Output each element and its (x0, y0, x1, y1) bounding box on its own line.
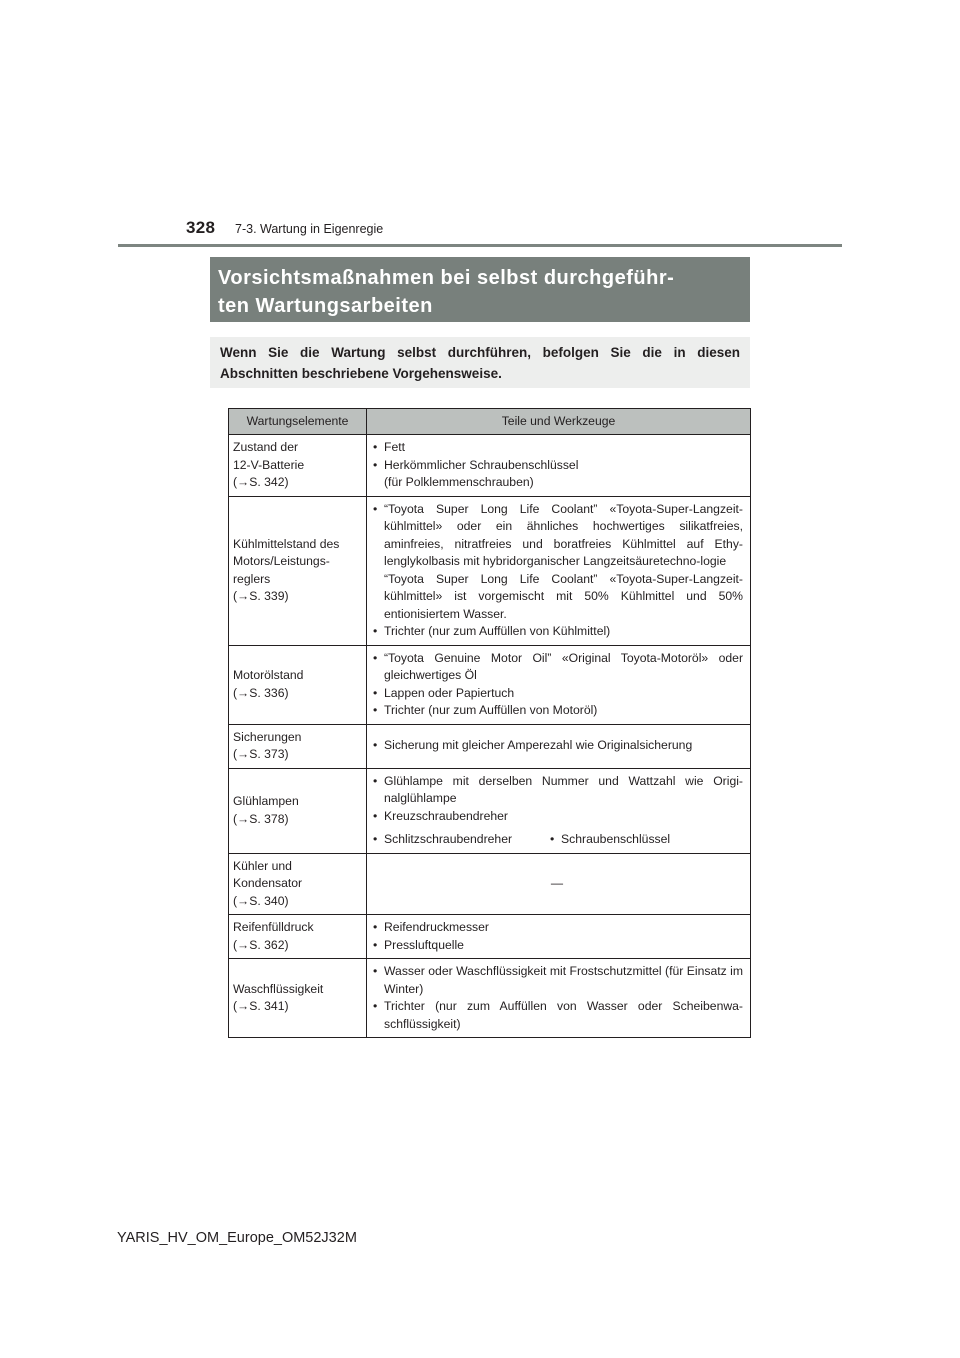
item-line: 12-V-Batterie (233, 457, 305, 472)
tool-item: • Herkömmlicher Schraubenschlüssel (für Polklemmenschrauben) (371, 457, 743, 492)
item-line: reglers (233, 571, 271, 586)
item-line: Kühlmittelstand des (233, 536, 340, 551)
tool-item: • Reifendruckmesser (371, 919, 743, 937)
page-reference: (→S. 342) (233, 475, 289, 489)
item-cell (229, 645, 367, 724)
tool-item: • Schraubenschlüssel (548, 831, 670, 849)
table-row (229, 496, 751, 645)
page-reference: (→S. 339) (233, 589, 289, 603)
table-row (229, 915, 751, 959)
tool-note: “Toyota Super Long Life Coolant” «Toyota-Super-Langzeit-kühlmittel» ist vorgemischt mit 50% Kühlmittel und 50% entionisiertem Wasser. (384, 571, 743, 621)
item-cell (229, 853, 367, 915)
tools-cell (367, 496, 751, 645)
page-reference: (→S. 373) (233, 747, 289, 761)
table-row (229, 768, 751, 853)
tool-item: • “Toyota Super Long Life Coolant” «Toyota-Super-Langzeit-kühlmittel» oder ein ähnliches hochwertiges silikatfreies, aminfreies, nitratfreies und boratfreies Kühlmittel auf Ethy-lenglykolbasis mit hybridorganischer Langzeitsäuretechno-logie “Toyota Super Long Life Coolant” «Toyota-Super-Langzeit-kühlmittel» ist vorgemischt mit 50% Kühlmittel und 50% entionisiertem Wasser. (371, 501, 743, 624)
tools-cell-empty (367, 853, 751, 915)
tool-note: (für Polklemmenschrauben) (384, 475, 534, 489)
item-cell (229, 959, 367, 1038)
tool-item: • Lappen oder Papiertuch (371, 685, 743, 703)
tool-item: • “Toyota Genuine Motor Oil” «Original Toyota-Motoröl» oder gleichwertiges Öl (371, 650, 743, 685)
tool-item: • Glühlampe mit derselben Nummer und Wattzahl wie Origi-nalglühlampe (371, 773, 743, 808)
tool-item: • Fett (371, 439, 743, 457)
page-reference: (→S. 378) (233, 811, 289, 826)
tool-item: • Wasser oder Waschflüssigkeit mit Frostschutzmittel (für Einsatz im Winter) (371, 963, 743, 998)
table-row (229, 959, 751, 1038)
item-line: Motors/Leistungs- (233, 554, 330, 568)
table-row (229, 435, 751, 497)
tools-cell (367, 959, 751, 1038)
tools-cell (367, 435, 751, 497)
tool-item: • Schlitzschraubendreher (371, 831, 512, 849)
tools-cell (367, 645, 751, 724)
item-line: Sicherungen (233, 729, 302, 744)
section-label: 7-3. Wartung in Eigenregie (235, 222, 384, 236)
footer-document-id: YARIS_HV_OM_Europe_OM52J32M (117, 1230, 357, 1246)
header-maintenance-items: Wartungselemente (229, 409, 367, 435)
item-cell (229, 496, 367, 645)
table-row (229, 853, 751, 915)
table-header-row (229, 409, 751, 435)
item-cell (229, 435, 367, 497)
item-line: Waschflüssigkeit (233, 981, 324, 996)
tools-cell (367, 915, 751, 959)
intro-text: Wenn Sie die Wartung selbst durchführen, befolgen Sie die in diesen Abschnitten beschriebene Vorgehensweise. (220, 345, 740, 381)
title-line-2: ten Wartungsarbeiten (218, 295, 433, 317)
item-line: Zustand der (233, 440, 299, 454)
item-line: Glühlampen (233, 794, 299, 808)
item-cell (229, 915, 367, 959)
tool-item: • Trichter (nur zum Auffüllen von Kühlmittel) (371, 623, 743, 641)
tool-item: • Trichter (nur zum Auffüllen von Motoröl) (371, 702, 743, 720)
tools-cell (367, 724, 751, 768)
item-cell (229, 768, 367, 853)
table-row (229, 724, 751, 768)
header-parts-tools: Teile und Werkzeuge (367, 409, 751, 435)
item-line: Kondensator (233, 876, 303, 890)
item-line: Reifenfülldruck (233, 920, 314, 934)
title-box (210, 257, 750, 322)
page-number: 328 (186, 218, 216, 237)
maintenance-table (228, 408, 751, 1038)
intro-box (210, 337, 750, 388)
item-cell (229, 724, 367, 768)
title-line-1: Vorsichtsmaßnahmen bei selbst durchgeführ- (218, 267, 675, 289)
page-reference: (→S. 336) (233, 685, 289, 700)
tool-item: • Pressluftquelle (371, 937, 743, 955)
item-line: Motorölstand (233, 668, 304, 682)
page-reference: (→S. 340) (233, 893, 289, 908)
page-reference: (→S. 362) (233, 937, 289, 952)
header-rule (118, 244, 842, 247)
no-tools-dash: — (550, 876, 564, 890)
tool-item: • Trichter (nur zum Auffüllen von Wasser oder Scheibenwa-schflüssigkeit) (371, 998, 743, 1033)
table-row (229, 645, 751, 724)
tool-item: • Kreuzschraubendreher (371, 808, 743, 826)
tools-cell (367, 768, 751, 853)
item-line: Kühler und (233, 858, 292, 873)
tool-item: • Sicherung mit gleicher Amperezahl wie Originalsicherung (371, 737, 743, 755)
page-reference: (→S. 341) (233, 999, 289, 1013)
